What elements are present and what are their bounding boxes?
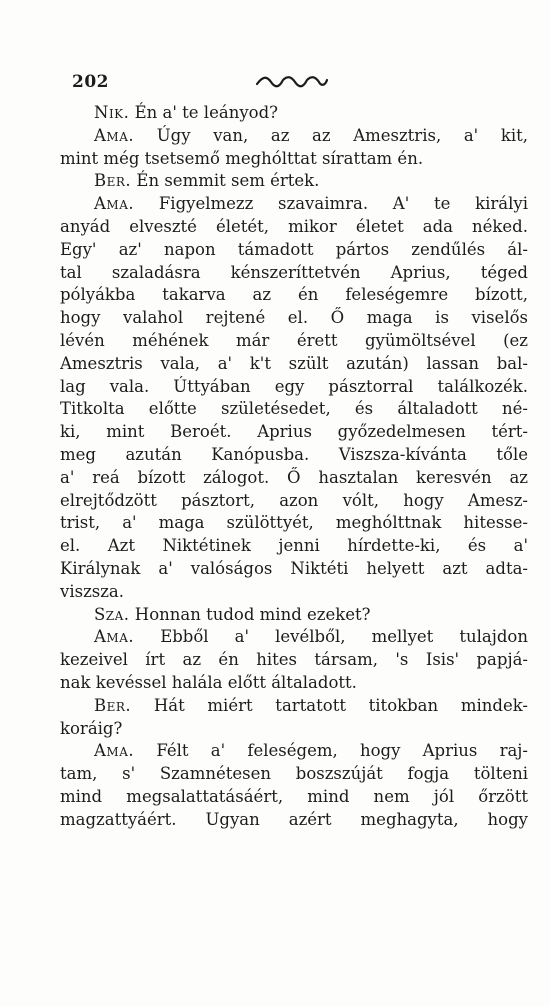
page-number: 202 bbox=[72, 72, 109, 92]
page-header bbox=[72, 72, 492, 96]
line-text: Honnan tudod mind ezeket? bbox=[129, 604, 371, 624]
speaker-name: Nik. bbox=[94, 103, 130, 122]
line-text: pólyákba takarva az én feleségemre bízott, bbox=[60, 285, 528, 305]
text-line bbox=[60, 102, 528, 125]
text-line bbox=[60, 740, 528, 763]
text-line bbox=[60, 535, 528, 558]
line-text: Félt a' feleségem, hogy Aprius raj- bbox=[134, 741, 528, 761]
speaker-name: Ama. bbox=[94, 627, 135, 647]
text-line bbox=[60, 376, 528, 399]
text-line bbox=[60, 581, 528, 604]
text-line bbox=[60, 239, 528, 262]
line-text: Egy' az' napon támadott pártos zendűlés ál- bbox=[60, 239, 528, 259]
line-text: mind megsalattatásáért, mind nem jól őrzött bbox=[60, 786, 528, 806]
line-text: Amesztris vala, a' k't szült azután) lassan bal- bbox=[60, 353, 528, 373]
line-text: tam, s' Szamnétesen boszszúját fogja tölteni bbox=[60, 764, 528, 784]
text-line bbox=[60, 353, 528, 376]
line-text: Én a' te leányod? bbox=[129, 103, 278, 122]
line-text: a' reá bízott zálogot. Ő hasztalan keresvén az bbox=[60, 467, 528, 487]
line-text: Hát miért tartatott titokban mindek- bbox=[131, 695, 528, 715]
line-text: ki, mint Beroét. Aprius győzedelmesen tért- bbox=[60, 422, 528, 442]
text-line bbox=[60, 398, 528, 421]
speaker-name: Ama. bbox=[94, 194, 135, 214]
text-line bbox=[60, 148, 528, 171]
line-text: Figyelmezz szavaimra. A' te királyi bbox=[134, 194, 528, 214]
text-line bbox=[60, 626, 528, 649]
line-text: anyád elveszté életét, mikor életet ada néked. bbox=[60, 216, 528, 236]
text-line bbox=[60, 330, 528, 353]
line-text: el. Azt Niktétinek jenni hírdette-ki, és a' bbox=[60, 536, 528, 556]
line-text: nak kevéssel halála előtt általadott. bbox=[60, 672, 357, 692]
text-line bbox=[60, 786, 528, 809]
line-text: kezeivel írt az én hites társam, 's Isis' papjá- bbox=[60, 650, 528, 670]
text-line bbox=[60, 467, 528, 490]
line-text: trist, a' maga szülöttyét, meghólttnak hitesse- bbox=[60, 513, 528, 533]
text-line bbox=[60, 763, 528, 786]
line-text: Ebből a' levélből, mellyet tulajdon bbox=[134, 627, 528, 647]
text-line bbox=[60, 444, 528, 467]
text-line bbox=[60, 718, 528, 741]
text-line bbox=[60, 170, 528, 193]
text-line bbox=[60, 216, 528, 239]
text-line bbox=[60, 695, 528, 718]
text-line bbox=[60, 125, 528, 148]
line-text: lag vala. Úttyában egy pásztorral találkozék. bbox=[60, 376, 528, 396]
text-line bbox=[60, 649, 528, 672]
text-line bbox=[60, 193, 528, 216]
text-line bbox=[60, 809, 528, 832]
speaker-name: Ama. bbox=[94, 125, 135, 145]
text-body bbox=[60, 102, 528, 832]
line-text: Én semmit sem értek. bbox=[131, 171, 320, 191]
text-line bbox=[60, 421, 528, 444]
line-text: viszsza. bbox=[60, 581, 125, 601]
text-line bbox=[60, 262, 528, 285]
line-text: Királynak a' valóságos Niktéti helyett azt adta- bbox=[60, 558, 528, 578]
text-line bbox=[60, 558, 528, 581]
text-line bbox=[60, 490, 528, 513]
line-text: elrejtődzött pásztort, azon vólt, hogy Amesz- bbox=[60, 490, 528, 510]
speaker-name: Sza. bbox=[94, 604, 130, 624]
line-text: lévén méhének már érett gyümöltsével (ez bbox=[60, 330, 528, 350]
line-text: hogy valahol rejtené el. Ő maga is viselős bbox=[60, 308, 528, 328]
line-text: meg azután Kanópusba. Viszsza-kívánta tőle bbox=[60, 444, 528, 464]
line-text: Úgy van, az az Amesztris, a' kit, bbox=[134, 125, 528, 145]
text-line bbox=[60, 512, 528, 535]
line-text: mint még tsetsemő meghólttat sírattam én. bbox=[60, 148, 424, 168]
line-text: magzattyáért. Ugyan azért meghagyta, hogy bbox=[60, 809, 528, 829]
ornament-icon bbox=[255, 74, 329, 90]
speaker-name: Ber. bbox=[94, 695, 132, 715]
text-line bbox=[60, 284, 528, 307]
line-text: koráig? bbox=[60, 718, 123, 738]
text-line bbox=[60, 604, 528, 627]
text-line bbox=[60, 307, 528, 330]
text-line bbox=[60, 672, 528, 695]
speaker-name: Ber. bbox=[94, 171, 132, 191]
line-text: Titkolta előtte születésedet, és általadott né- bbox=[60, 399, 528, 419]
line-text: tal szaladásra kénszeríttetvén Aprius, téged bbox=[60, 262, 528, 282]
speaker-name: Ama. bbox=[94, 741, 135, 761]
